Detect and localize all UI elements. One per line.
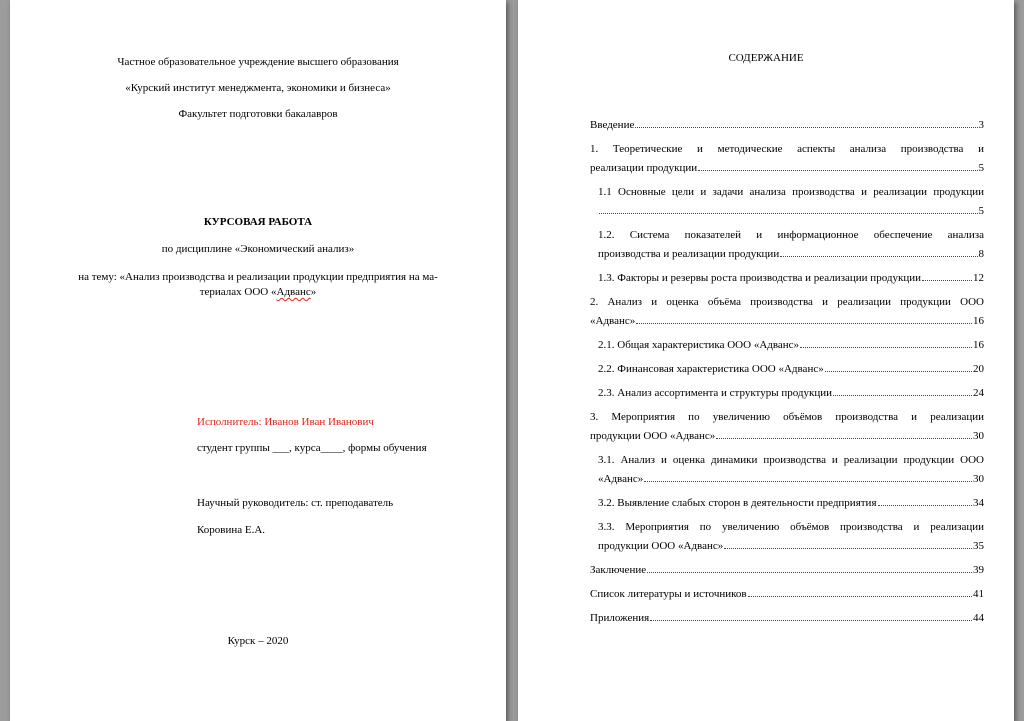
dot-leader — [698, 170, 977, 171]
dot-leader — [825, 371, 972, 372]
toc-entry-title: Список литературы и источников — [590, 588, 747, 600]
toc-page-number: 16 — [973, 339, 984, 351]
toc-entry — [598, 451, 984, 489]
toc-entry-row — [598, 470, 984, 489]
toc-entry-title: Приложения — [590, 612, 650, 624]
faculty: Факультет подготовки бакалавров — [178, 108, 338, 120]
toc-list — [590, 116, 984, 633]
toc-entry-row — [598, 269, 984, 288]
toc-page-number: 3 — [978, 119, 984, 131]
toc-entry-row — [590, 561, 984, 580]
institution-line-2: «Курский институт менеджмента, экономики и бизнеса» — [125, 82, 391, 94]
toc-page-number: 30 — [973, 430, 984, 442]
dot-leader — [800, 347, 972, 348]
dot-leader — [922, 280, 972, 281]
toc-entry — [598, 518, 984, 556]
toc-page-number: 12 — [973, 272, 984, 284]
topic-line-2 — [10, 285, 506, 299]
toc-page-number: 8 — [978, 248, 984, 260]
toc-entry-text: 1.1 Основные цели и задачи анализа производства и реализации продукции — [598, 186, 984, 198]
toc-entry-text: 3.1. Анализ и оценка динамики производства и реализации продукции ООО — [598, 454, 984, 466]
dot-leader — [748, 596, 972, 597]
dot-leader — [724, 548, 972, 549]
toc-entry-title: производства и реализации продукции — [598, 248, 780, 260]
toc-entry-title: Заключение — [590, 564, 647, 576]
dot-leader — [644, 481, 972, 482]
toc-entry-title: реализации продукции — [590, 162, 698, 174]
toc-entry — [590, 116, 984, 135]
dot-leader — [599, 213, 978, 214]
topic-line-2-before: териалах ООО « — [199, 286, 277, 298]
toc-entry — [598, 384, 984, 403]
toc-entry — [590, 408, 984, 446]
institution-line-1: Частное образовательное учреждение высшего образования — [117, 56, 399, 68]
dot-leader — [635, 127, 977, 128]
supervisor-line-1: Научный руководитель: ст. преподаватель — [197, 497, 394, 509]
title-page — [10, 0, 506, 721]
toc-entry-text: 3. Мероприятия по увеличению объёмов производства и реализации — [590, 411, 984, 423]
toc-entry — [598, 360, 984, 379]
toc-entry-row — [590, 312, 984, 331]
toc-page-number: 41 — [973, 588, 984, 600]
toc-entry — [598, 269, 984, 288]
toc-page-number: 39 — [973, 564, 984, 576]
toc-page-number: 34 — [973, 497, 984, 509]
toc-page — [518, 0, 1014, 721]
toc-entry — [598, 336, 984, 355]
toc-entry — [598, 183, 984, 221]
toc-entry — [590, 561, 984, 580]
toc-entry — [590, 609, 984, 628]
toc-entry-title: 3.2. Выявление слабых сторон в деятельности предприятия — [598, 497, 877, 509]
toc-entry-row — [598, 537, 984, 556]
toc-entry-row — [590, 159, 984, 178]
toc-entry-title: продукции ООО «Адванс» — [590, 430, 716, 442]
toc-entry-row — [598, 336, 984, 355]
student-group: студент группы ___, курса____, формы обучения — [197, 442, 427, 454]
topic-line-1: на тему: «Анализ производства и реализации продукции предприятия на ма- — [78, 271, 438, 283]
toc-entry-title: Введение — [590, 119, 635, 131]
toc-entry — [590, 140, 984, 178]
toc-entry-row — [590, 427, 984, 446]
dot-leader — [636, 323, 972, 324]
toc-page-number: 20 — [973, 363, 984, 375]
executor: Исполнитель: Иванов Иван Иванович — [197, 416, 374, 428]
toc-entry-row — [590, 609, 984, 628]
toc-entry-text: 2. Анализ и оценка объёма производства и реализации продукции ООО — [590, 296, 984, 308]
spellcheck-word: Адванс — [276, 286, 311, 298]
toc-entry-row — [598, 384, 984, 403]
work-type-heading: КУРСОВАЯ РАБОТА — [203, 216, 313, 228]
city-year: Курск – 2020 — [227, 635, 289, 647]
toc-entry-row — [598, 360, 984, 379]
toc-page-number: 44 — [973, 612, 984, 624]
dot-leader — [833, 395, 972, 396]
toc-page-number: 5 — [978, 162, 984, 174]
dot-leader — [780, 256, 977, 257]
toc-entry-title: «Адванс» — [598, 473, 644, 485]
toc-entry-title: 2.3. Анализ ассортимента и структуры продукции — [598, 387, 833, 399]
toc-entry-row — [598, 494, 984, 513]
toc-entry-title: «Адванс» — [590, 315, 636, 327]
toc-entry — [590, 585, 984, 604]
toc-page-number: 16 — [973, 315, 984, 327]
supervisor-line-2: Коровина Е.А. — [197, 524, 266, 536]
toc-entry — [590, 293, 984, 331]
toc-entry-text: 1. Теоретические и методические аспекты анализа производства и — [590, 143, 984, 155]
toc-page-number: 5 — [978, 205, 984, 217]
toc-title: СОДЕРЖАНИЕ — [728, 52, 804, 64]
dot-leader — [878, 505, 972, 506]
toc-page-number: 24 — [973, 387, 984, 399]
toc-entry-text: 3.3. Мероприятия по увеличению объёмов производства и реализации — [598, 521, 984, 533]
toc-page-number: 35 — [973, 540, 984, 552]
toc-entry-title: продукции ООО «Адванс» — [598, 540, 724, 552]
toc-entry-title: 1.3. Факторы и резервы роста производства и реализации продукции — [598, 272, 921, 284]
dot-leader — [716, 438, 972, 439]
topic-line-2-after: » — [310, 286, 317, 298]
toc-entry-row — [598, 245, 984, 264]
toc-entry-row — [590, 116, 984, 135]
toc-entry — [598, 226, 984, 264]
toc-entry-title: 2.1. Общая характеристика ООО «Адванс» — [598, 339, 800, 351]
toc-page-number: 30 — [973, 473, 984, 485]
toc-entry-text: 1.2. Система показателей и информационное обеспечение анализа — [598, 229, 984, 241]
toc-entry-row — [598, 202, 984, 221]
toc-entry-title: 2.2. Финансовая характеристика ООО «Адванс» — [598, 363, 824, 375]
toc-entry — [598, 494, 984, 513]
toc-entry-row — [590, 585, 984, 604]
dot-leader — [647, 572, 972, 573]
discipline: по дисциплине «Экономический анализ» — [161, 243, 355, 255]
dot-leader — [650, 620, 972, 621]
